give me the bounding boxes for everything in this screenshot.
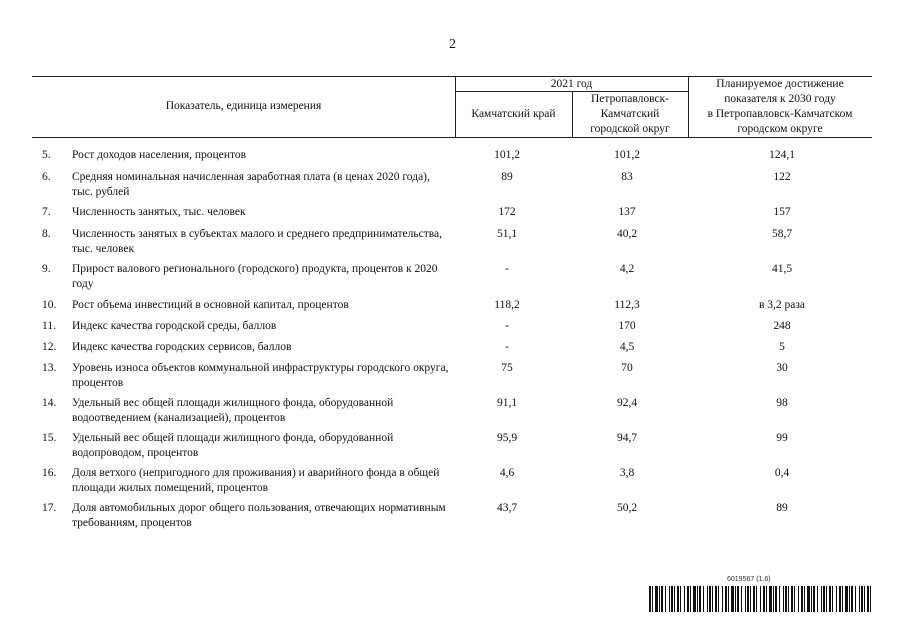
row-value-plan: 122: [773, 171, 791, 183]
barcode-bar: [693, 586, 696, 612]
row-value-city: 70: [621, 362, 633, 374]
barcode-bar: [741, 586, 742, 612]
row-value-plan: 248: [773, 320, 791, 332]
row-value-plan: 30: [776, 362, 788, 374]
barcode-bar: [677, 586, 679, 612]
row-value-region: -: [505, 320, 509, 332]
barcode-bar: [773, 586, 774, 612]
row-number: 7.: [42, 206, 51, 218]
row-value-city: 3,8: [619, 467, 635, 479]
row-value-plan: 124,1: [769, 149, 795, 161]
row-value-plan: в 3,2 раза: [758, 299, 806, 311]
row-value-city: 101,2: [614, 149, 640, 161]
row-value-region: 75: [501, 362, 513, 374]
table-row: [32, 298, 872, 319]
barcode-caption: 6019567 (1.6): [727, 576, 771, 583]
barcode-bar: [783, 586, 784, 612]
row-value-plan: 99: [776, 432, 788, 444]
barcode-bar: [718, 586, 719, 612]
table-row: [32, 262, 872, 298]
row-value-region: 172: [498, 206, 516, 218]
barcode-bar: [753, 586, 755, 612]
row-indicator: Рост объема инвестиций в основной капитал, процентов: [72, 299, 349, 311]
row-indicator: Численность занятых, тыс. человек: [72, 206, 246, 218]
barcode-bar: [832, 586, 833, 612]
barcode-bar: [699, 586, 701, 612]
row-number: 6.: [42, 171, 51, 183]
row-value-city: 50,2: [616, 502, 638, 514]
barcode-bar: [785, 586, 787, 612]
barcode-bar: [669, 586, 670, 612]
barcode-bar: [760, 586, 761, 612]
barcode-bar: [652, 586, 653, 612]
barcode-bar: [829, 586, 831, 612]
row-indicator: Доля ветхого (непригодного для проживания) и аварийного фонда в общей площади жилых помещений, процентов: [72, 467, 440, 494]
table-header: [32, 76, 872, 138]
row-number: 17.: [42, 502, 57, 514]
barcode-bar: [707, 586, 708, 612]
barcode-bar: [763, 586, 765, 612]
barcode-bar: [801, 586, 803, 612]
row-number: 9.: [42, 263, 51, 275]
barcode-bar: [684, 586, 685, 612]
barcode-bar: [775, 586, 777, 612]
row-number: 11.: [42, 320, 56, 332]
barcode-bar: [826, 586, 827, 612]
barcode-bar: [715, 586, 717, 612]
barcode-bar: [836, 586, 837, 612]
barcode-bar: [725, 586, 727, 612]
row-value-plan: 5: [779, 341, 785, 353]
row-value-region: 95,9: [496, 432, 518, 444]
plan-header-line: показателя к 2030 году: [724, 93, 836, 105]
barcode-bar: [804, 586, 805, 612]
row-indicator: Индекс качества городской среды, баллов: [72, 320, 277, 332]
row-number: 5.: [42, 149, 51, 161]
row-value-region: 51,1: [496, 228, 518, 240]
table-row: [32, 340, 872, 361]
barcode-bar: [817, 586, 818, 612]
barcode-bar: [661, 586, 663, 612]
row-number: 12.: [42, 341, 57, 353]
row-value-region: -: [505, 341, 509, 353]
barcode-bar: [788, 586, 789, 612]
region-column-header: Камчатский край: [471, 108, 556, 120]
barcode-bar: [823, 586, 825, 612]
row-number: 10.: [42, 299, 57, 311]
row-indicator: Средняя номинальная начисленная заработная плата (в ценах 2020 года), тыс. рублей: [72, 171, 430, 198]
barcode-bar: [680, 586, 681, 612]
row-value-region: 91,1: [496, 397, 518, 409]
row-indicator: Удельный вес общей площади жилищного фонда, оборудованной водоотведением (канализацией), процентов: [72, 397, 394, 424]
row-value-region: 4,6: [499, 467, 515, 479]
row-value-city: 4,2: [619, 263, 635, 275]
row-value-region: -: [505, 263, 509, 275]
barcode-bar: [849, 586, 850, 612]
table-row: [32, 361, 872, 396]
row-number: 8.: [42, 228, 51, 240]
barcode-bar: [750, 586, 751, 612]
row-value-city: 94,7: [616, 432, 638, 444]
barcode-bar: [747, 586, 749, 612]
row-indicator: Прирост валового регионального (городского) продукта, процентов к 2020 году: [72, 263, 438, 290]
barcode-bar: [731, 586, 734, 612]
barcode-bar: [756, 586, 757, 612]
barcode-bar: [649, 586, 651, 612]
row-value-plan: 0,4: [774, 467, 790, 479]
barcode-bar: [737, 586, 739, 612]
row-value-city: 170: [618, 320, 636, 332]
barcode-bar: [766, 586, 767, 612]
row-value-city: 112,3: [614, 299, 640, 311]
plan-header-line: Планируемое достижение: [716, 78, 844, 90]
barcode-bar: [722, 586, 723, 612]
row-value-region: 118,2: [494, 299, 520, 311]
indicator-column-header: Показатель, единица измерения: [165, 100, 322, 112]
table-row: [32, 148, 872, 170]
barcode-bar: [709, 586, 711, 612]
table-row: [32, 466, 872, 501]
row-value-plan: 89: [776, 502, 788, 514]
table-row: [32, 170, 872, 205]
barcode-bar: [687, 586, 689, 612]
barcode-bar: [861, 586, 863, 612]
table-row: [32, 205, 872, 227]
row-indicator: Доля автомобильных дорог общего пользования, отвечающих нормативным требованиям, процентов: [72, 502, 446, 529]
row-indicator: Удельный вес общей площади жилищного фонда, оборудованной водопроводом, процентов: [72, 432, 394, 459]
row-value-plan: 157: [773, 206, 791, 218]
barcode-bar: [813, 586, 815, 612]
row-value-city: 83: [621, 171, 633, 183]
barcode-bar: [655, 586, 658, 612]
city-column-header: [572, 92, 688, 137]
row-value-region: 101,2: [494, 149, 520, 161]
header-bottom-rule: [32, 137, 872, 138]
barcode-bar: [659, 586, 660, 612]
barcode-bar: [671, 586, 673, 612]
row-value-plan: 98: [776, 397, 788, 409]
page-number: 2: [449, 37, 456, 52]
barcode-bar: [864, 586, 865, 612]
barcode-bar: [821, 586, 822, 612]
barcode-bar: [845, 586, 848, 612]
barcode-bar: [855, 586, 856, 612]
table-row: [32, 431, 872, 466]
barcode-bar: [769, 586, 772, 612]
row-value-region: 43,7: [496, 502, 518, 514]
table-row: [32, 227, 872, 262]
barcode-bar: [794, 586, 795, 612]
barcode-bar: [798, 586, 799, 612]
barcode-bar: [712, 586, 713, 612]
barcode-bar: [745, 586, 746, 612]
table-row: [32, 396, 872, 431]
barcode-icon: [649, 586, 871, 612]
row-value-plan: 58,7: [771, 228, 793, 240]
barcode-bar: [870, 586, 871, 612]
barcode-bar: [851, 586, 853, 612]
row-number: 16.: [42, 467, 57, 479]
city-header-line: Петропавловск-: [591, 93, 669, 105]
barcode-bar: [791, 586, 793, 612]
barcode-bar: [697, 586, 698, 612]
barcode-bar: [665, 586, 666, 612]
city-header-line: городской округ: [590, 123, 670, 135]
row-value-city: 92,4: [616, 397, 638, 409]
barcode-bar: [703, 586, 704, 612]
barcode-bar: [811, 586, 812, 612]
row-value-city: 137: [618, 206, 636, 218]
row-indicator: Индекс качества городских сервисов, баллов: [72, 341, 292, 353]
barcode-bar: [735, 586, 736, 612]
row-number: 14.: [42, 397, 57, 409]
row-value-plan: 41,5: [771, 263, 793, 275]
barcode-bar: [859, 586, 860, 612]
year-group-header: 2021 год: [550, 78, 593, 90]
table-row: [32, 501, 872, 536]
barcode-bar: [842, 586, 843, 612]
plan-column-header: [688, 77, 872, 137]
document-barcode: [649, 576, 871, 616]
row-number: 15.: [42, 432, 57, 444]
barcode-bar: [728, 586, 729, 612]
row-number: 13.: [42, 362, 57, 374]
row-indicator: Уровень износа объектов коммунальной инфраструктуры городского округа, процентов: [72, 362, 449, 389]
barcode-bar: [807, 586, 810, 612]
row-indicator: Численность занятых в субъектах малого и среднего предпринимательства, тыс. человек: [72, 228, 442, 255]
table-row: [32, 319, 872, 340]
row-value-region: 89: [501, 171, 513, 183]
barcode-bar: [674, 586, 675, 612]
plan-header-line: в Петропавловск-Камчатском: [707, 108, 853, 120]
barcode-bar: [867, 586, 869, 612]
indicator-table-body: [32, 148, 872, 536]
barcode-bar: [839, 586, 841, 612]
city-header-line: Камчатский: [600, 108, 660, 120]
plan-header-line: городском округе: [737, 123, 823, 135]
row-value-city: 40,2: [616, 228, 638, 240]
row-value-city: 4,5: [619, 341, 635, 353]
barcode-bar: [779, 586, 780, 612]
barcode-bar: [690, 586, 691, 612]
row-indicator: Рост доходов населения, процентов: [72, 149, 247, 161]
